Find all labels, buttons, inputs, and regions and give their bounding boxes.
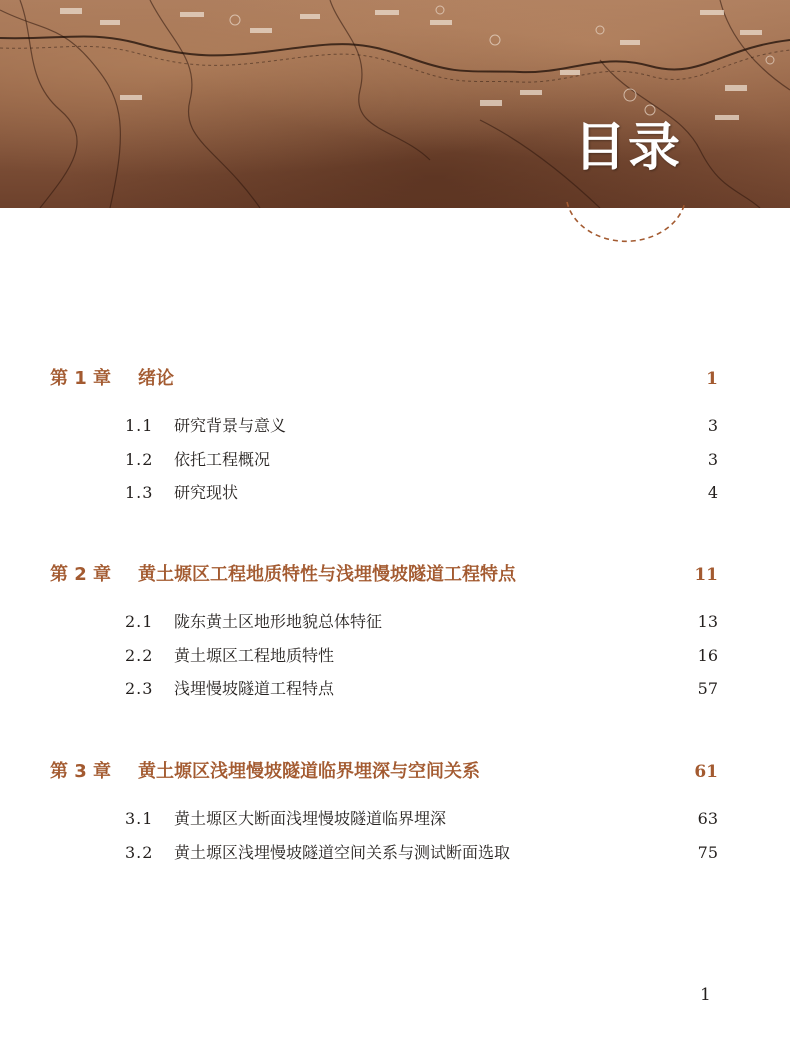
toc-section-1-1[interactable] [125, 413, 718, 436]
toc-section-2-2[interactable] [125, 643, 718, 666]
section-number: 3.2 [125, 843, 154, 862]
decorative-arc [563, 198, 689, 254]
toc-section-1-2[interactable] [125, 447, 718, 470]
chapter-number: 第 2 章 [50, 564, 112, 585]
section-title: 研究背景与意义 [174, 416, 287, 435]
section-number: 2.2 [125, 646, 154, 665]
section-title: 研究现状 [174, 483, 239, 502]
section-number: 3.1 [125, 809, 154, 828]
toc-chapter-2[interactable] [50, 560, 718, 586]
chapter-title: 黄土塬区工程地质特性与浅埋慢坡隧道工程特点 [138, 564, 516, 585]
section-number: 2.3 [125, 679, 154, 698]
section-page: 75 [697, 843, 718, 862]
section-number: 1.3 [125, 483, 154, 502]
section-title: 黄土塬区工程地质特性 [174, 646, 335, 665]
toc-section-3-1[interactable] [125, 806, 718, 829]
chapter-title: 黄土塬区浅埋慢坡隧道临界埋深与空间关系 [138, 761, 480, 782]
section-page: 57 [697, 679, 718, 698]
section-title: 依托工程概况 [174, 450, 271, 469]
chapter-number: 第 1 章 [50, 368, 112, 389]
toc-section-2-1[interactable] [125, 609, 718, 632]
toc-chapter-1[interactable] [50, 364, 718, 390]
section-page: 63 [697, 809, 718, 828]
toc-section-1-3[interactable] [125, 480, 718, 503]
section-page: 16 [697, 646, 718, 665]
section-page: 3 [707, 416, 718, 435]
toc-section-3-2[interactable] [125, 840, 718, 863]
chapter-page: 11 [694, 565, 718, 585]
section-title: 黄土塬区大断面浅埋慢坡隧道临界埋深 [174, 809, 447, 828]
chapter-title: 绪论 [138, 368, 174, 389]
chapter-page: 61 [694, 762, 718, 782]
section-page: 3 [707, 450, 718, 469]
section-number: 1.1 [125, 416, 154, 435]
toc-section-2-3[interactable] [125, 676, 718, 699]
section-title: 陇东黄土区地形地貌总体特征 [174, 612, 383, 631]
chapter-page: 1 [706, 369, 718, 389]
section-page: 4 [707, 483, 718, 502]
header-banner [0, 0, 790, 208]
section-page: 13 [697, 612, 718, 631]
section-title: 黄土塬区浅埋慢坡隧道空间关系与测试断面选取 [174, 843, 511, 862]
section-title: 浅埋慢坡隧道工程特点 [174, 679, 335, 698]
toc-chapter-3[interactable] [50, 757, 718, 783]
section-number: 2.1 [125, 612, 154, 631]
section-number: 1.2 [125, 450, 154, 469]
chapter-number: 第 3 章 [50, 761, 112, 782]
toc-title: 目录 [573, 118, 682, 178]
page-number: 1 [700, 985, 711, 1005]
